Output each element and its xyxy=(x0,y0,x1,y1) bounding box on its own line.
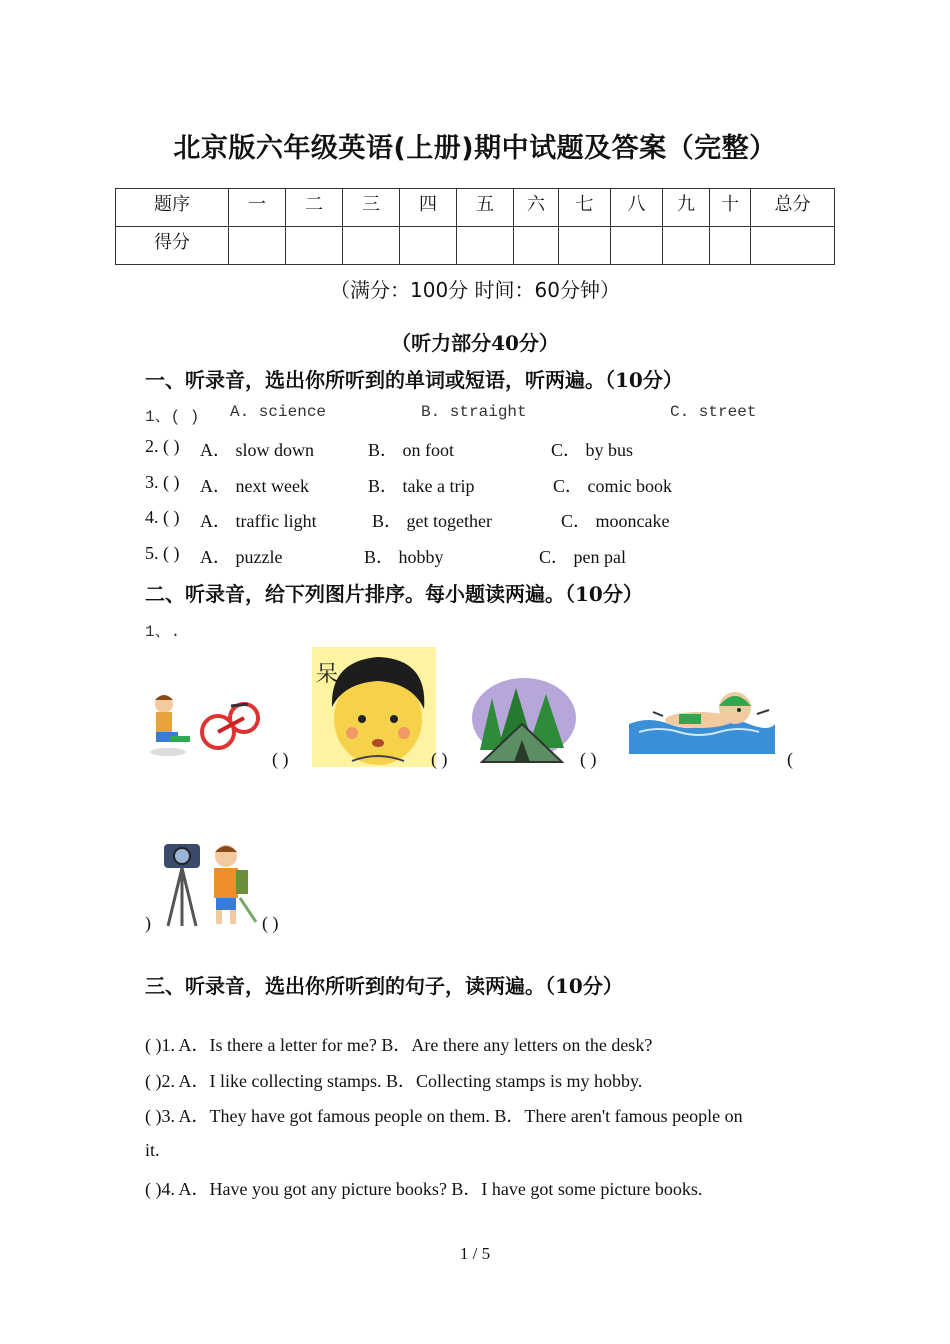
score-input-cell[interactable] xyxy=(751,227,835,265)
score-input-cell[interactable] xyxy=(457,227,514,265)
option-c[interactable]: C． pen pal xyxy=(539,547,626,567)
score-input-cell[interactable] xyxy=(400,227,457,265)
table-cell: 六 xyxy=(514,189,559,227)
section1-heading: 一、听录音，选出你所听到的单词或短语，听两遍。（10分） xyxy=(145,368,683,392)
table-cell: 八 xyxy=(611,189,663,227)
score-input-cell[interactable] xyxy=(710,227,751,265)
option-b[interactable]: B. straight xyxy=(421,403,527,421)
question-number: 3. ( ) xyxy=(145,472,180,492)
tent-picture xyxy=(472,678,576,764)
answer-blank-5[interactable]: ( ) xyxy=(262,913,279,933)
section2-heading: 二、听录音，给下列图片排序。每小题读两遍。（10分） xyxy=(145,582,643,606)
question-number: 2. ( ) xyxy=(145,436,180,456)
section3-item-3[interactable]: ( )3. A．They have got famous people on them. B．There aren't famous people on xyxy=(145,1106,743,1126)
option-c[interactable]: C. street xyxy=(670,403,757,421)
answer-blank-4-open[interactable]: ( xyxy=(787,749,793,769)
option-c[interactable]: C． mooncake xyxy=(561,511,670,531)
table-cell: 五 xyxy=(457,189,514,227)
option-b[interactable]: B． take a trip xyxy=(368,476,475,496)
section3-item-3-continued: it. xyxy=(145,1140,160,1160)
score-table xyxy=(115,188,835,265)
section3-heading: 三、听录音，选出你所听到的句子，读两遍。（10分） xyxy=(145,974,623,998)
table-cell: 三 xyxy=(343,189,400,227)
option-b[interactable]: B． hobby xyxy=(364,547,444,567)
option-c[interactable]: C． by bus xyxy=(551,440,634,460)
option-a[interactable]: A． traffic light xyxy=(200,511,317,531)
score-input-cell[interactable] xyxy=(611,227,663,265)
option-a[interactable]: A． next week xyxy=(200,476,309,496)
question-number: 4. ( ) xyxy=(145,507,180,527)
answer-blank-4-close[interactable]: ) xyxy=(145,913,151,933)
score-input-cell[interactable] xyxy=(514,227,559,265)
exam-meta: （满分：100分 时间：60分钟） xyxy=(330,278,620,302)
score-table-score-row xyxy=(116,227,835,265)
section3-item-4[interactable]: ( )4. A．Have you got any picture books? B．I have got some picture books. xyxy=(145,1179,703,1199)
table-cell: 得分 xyxy=(116,227,229,265)
answer-blank-1[interactable]: ( ) xyxy=(272,749,289,769)
question-number: 1、. xyxy=(145,623,181,641)
svg-text:呆: 呆 xyxy=(316,662,339,687)
score-input-cell[interactable] xyxy=(229,227,286,265)
question-number: 1、( ) xyxy=(145,408,200,426)
table-cell: 九 xyxy=(663,189,710,227)
score-input-cell[interactable] xyxy=(663,227,710,265)
option-a[interactable]: A. science xyxy=(230,403,327,421)
table-cell: 总分 xyxy=(751,189,835,227)
fallen-bike-picture xyxy=(148,686,266,762)
section3-item-2[interactable]: ( )2. A．I like collecting stamps. B．Collecting stamps is my hobby. xyxy=(145,1071,643,1091)
table-cell: 二 xyxy=(286,189,343,227)
page-title: 北京版六年级英语(上册)期中试题及答案（完整） xyxy=(173,133,777,164)
table-cell: 十 xyxy=(710,189,751,227)
table-cell: 四 xyxy=(400,189,457,227)
section3-item-1[interactable]: ( )1. A．Is there a letter for me? B．Are there any letters on the desk? xyxy=(145,1035,653,1055)
option-c[interactable]: C． comic book xyxy=(553,476,672,496)
swimming-boy-picture xyxy=(629,684,775,754)
page-number: 1 / 5 xyxy=(459,1244,491,1263)
table-cell: 七 xyxy=(559,189,611,227)
option-a[interactable]: A． slow down xyxy=(200,440,315,460)
photographer-picture xyxy=(160,838,260,930)
score-input-cell[interactable] xyxy=(343,227,400,265)
option-a[interactable]: A． puzzle xyxy=(200,547,283,567)
question-number: 5. ( ) xyxy=(145,543,180,563)
answer-blank-3[interactable]: ( ) xyxy=(580,749,597,769)
score-input-cell[interactable] xyxy=(286,227,343,265)
stunned-boy-picture xyxy=(312,647,436,767)
option-b[interactable]: B． get together xyxy=(372,511,492,531)
answer-blank-2[interactable]: ( ) xyxy=(431,749,448,769)
option-b[interactable]: B． on foot xyxy=(368,440,455,460)
score-input-cell[interactable] xyxy=(559,227,611,265)
table-cell: 一 xyxy=(229,189,286,227)
score-table-header-row xyxy=(116,189,835,227)
listening-note: （听力部分40分） xyxy=(391,331,559,355)
table-cell: 题序 xyxy=(116,189,229,227)
